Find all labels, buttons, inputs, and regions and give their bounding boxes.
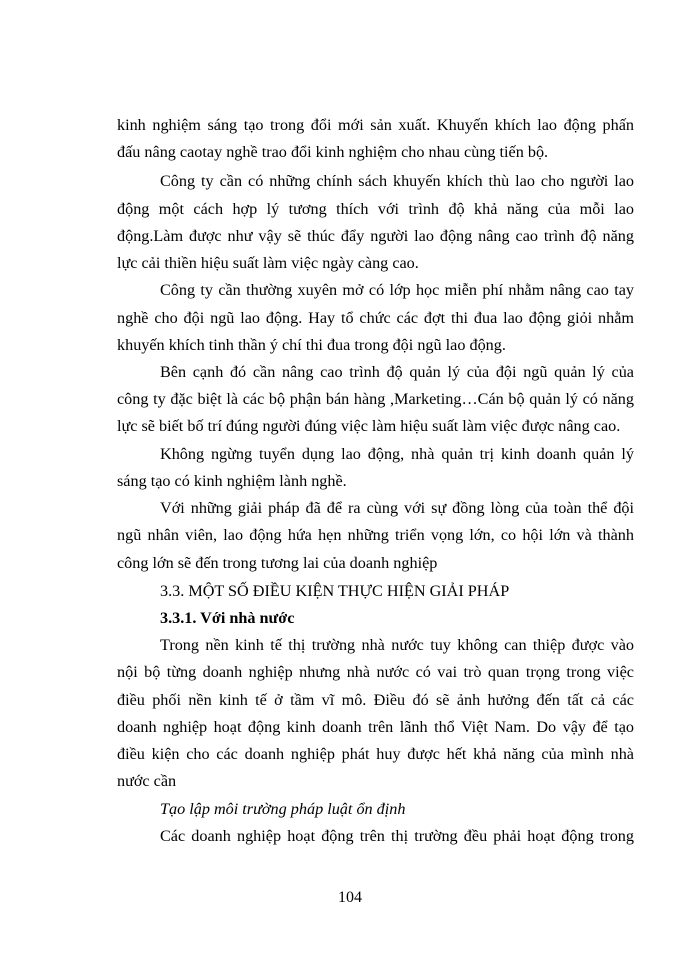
- text-line: điều phối nền kinh tế ở tầm vĩ mô. Điều đó sẽ ảnh hưởng đến tất cả các: [117, 691, 634, 709]
- page-number: 104: [338, 889, 362, 906]
- text-line: Công ty cần có những chính sách khuyến khích thù lao cho người lao: [160, 172, 634, 190]
- text-line: động.Làm được như vậy sẽ thúc đẩy người lao động nâng cao trình độ năng: [117, 227, 634, 245]
- text-line: doanh nghiệp hoạt động kinh doanh trên lãnh thổ Việt Nam. Do vậy để tạo: [117, 718, 634, 736]
- text-line: điều kiện cho các doanh nghiệp phát huy được hết khả năng của mình nhà: [117, 745, 634, 763]
- text-line: Trong nền kinh tế thị trường nhà nước tuy không can thiệp được vào: [160, 636, 634, 654]
- text-line: Bên cạnh đó cần nâng cao trình độ quản lý của đội ngũ quản lý của: [160, 363, 634, 381]
- text-line: ngũ nhân viên, lao động hứa hẹn những triển vọng lớn, co hội lớn và thành: [117, 526, 634, 544]
- text-line: công lớn sẽ đến trong tương lai của doanh nghiệp: [117, 554, 438, 572]
- text-line: khuyến khích tinh thần ý chí thi đua trong đội ngũ lao động.: [117, 336, 506, 354]
- text-line: Công ty cần thường xuyên mở có lớp học miễn phí nhằm nâng cao tay: [160, 281, 634, 299]
- subsection-heading: 3.3.1. Với nhà nước: [160, 609, 295, 627]
- text-line: Với những giải pháp đã để ra cùng với sự đồng lòng của toàn thể đội: [160, 499, 634, 517]
- text-line: động một cách hợp lý tương thích với trình độ khả năng của mỗi lao: [117, 200, 634, 218]
- text-line: lực cải thiền hiệu suất làm việc ngày càng cao.: [117, 254, 419, 272]
- text-line: Các doanh nghiệp hoạt động trên thị trường đều phải hoạt động trong: [160, 827, 634, 845]
- text-line: đấu nâng caotay nghề trao đổi kinh nghiệm cho nhau cùng tiến bộ.: [117, 143, 549, 161]
- section-heading: 3.3. MỘT SỐ ĐIỀU KIỆN THỰC HIỆN GIẢI PHÁP: [160, 582, 510, 600]
- text-line: công ty đặc biệt là các bộ phận bán hàng ,Marketing…Cán bộ quản lý có năng: [117, 390, 634, 408]
- text-line: lực sẽ biết bố trí đúng người đúng việc làm hiệu suất làm việc được nâng cao.: [117, 417, 621, 435]
- text-line: nghề cho đội ngũ lao động. Hay tổ chức các đợt thi đua lao động giỏi nhằm: [117, 309, 634, 327]
- text-line: Không ngừng tuyển dụng lao động, nhà quản trị kinh doanh quản lý: [160, 445, 634, 463]
- text-line: sáng tạo có kinh nghiệm lành nghề.: [117, 472, 347, 490]
- text-line: nội bộ từng doanh nghiệp nhưng nhà nước có vai trò quan trọng trong việc: [117, 663, 634, 681]
- text-line: nước cần: [117, 772, 177, 790]
- text-line: kinh nghiệm sáng tạo trong đổi mới sản xuất. Khuyến khích lao động phấn: [117, 116, 634, 134]
- italic-subheading: Tạo lập môi trường pháp luật ổn định: [160, 800, 406, 818]
